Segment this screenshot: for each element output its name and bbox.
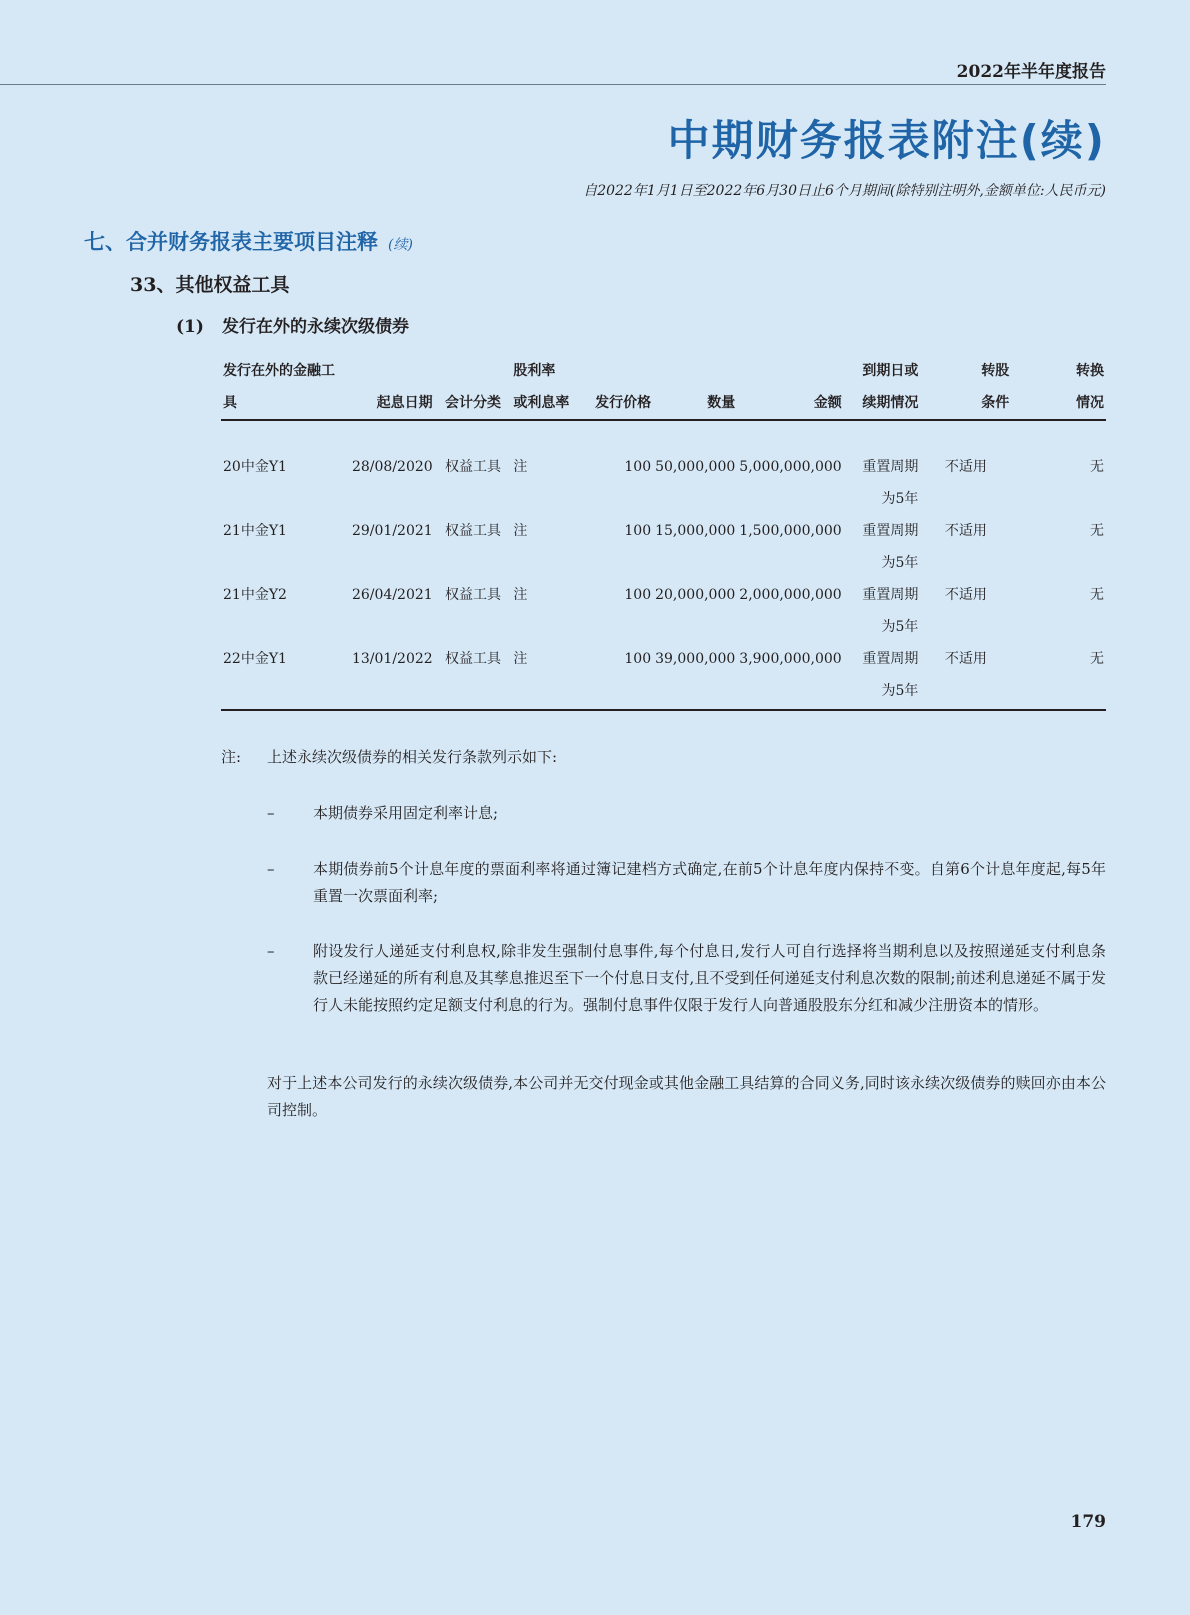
- cell-start-date: 29/01/2021: [351, 523, 433, 539]
- cell-start-date: 13/01/2022: [350, 643, 435, 710]
- cell-rate: 注: [513, 459, 528, 475]
- header-divider: [0, 84, 1106, 85]
- item-heading: [176, 312, 409, 337]
- cell-amount: 2,000,000,000: [739, 587, 842, 603]
- header-exchange: 转换 情况: [1011, 355, 1106, 420]
- cell-maturity: 重置周期 为5年: [862, 523, 919, 571]
- cell-exchange: 无: [1011, 643, 1106, 710]
- cell-instrument: 20中金Y1: [223, 459, 287, 475]
- cell-price: 100: [583, 643, 653, 710]
- cell-instrument: 22中金Y1: [221, 643, 350, 710]
- header-classification: 会计分类: [435, 355, 512, 420]
- cell-conversion: 不适用: [944, 587, 987, 603]
- cell-quantity: 50,000,000: [655, 459, 736, 475]
- cell-quantity: 39,000,000: [653, 643, 737, 710]
- bond-table: [221, 355, 1106, 711]
- section-heading: [84, 226, 413, 256]
- cell-quantity: 20,000,000: [655, 587, 736, 603]
- cell-start-date: 28/08/2020: [351, 459, 433, 475]
- cell-classification: 权益工具: [435, 643, 512, 710]
- cell-classification: 权益工具: [445, 587, 502, 603]
- cell-conversion: 不适用: [944, 459, 987, 475]
- report-title: 2022年半年度报告: [956, 62, 1106, 82]
- cell-maturity: 重置周期 为5年: [862, 587, 919, 635]
- table-row: [221, 579, 1106, 643]
- note-intro: 上述永续次级债券的相关发行条款列示如下:: [267, 748, 558, 766]
- table-row: [221, 515, 1106, 579]
- note-bullet-text: 附设发行人递延支付利息权,除非发生强制付息事件,每个付息日,发行人可自行选择将当期利息以及按照递延支付利息条款已经递延的所有利息及其孳息推迟至下一个付息日支付,且不受到任何递延支付利息次数的限制;前述利息递延不属于发行人未能按照约定足额支付利息的行为。强制付息事件仅限于发行人向普通股股东分红和减少注册资本的情形。: [313, 942, 1106, 1014]
- cell-price: 100: [624, 459, 652, 475]
- note-bullet-text: 本期债券前5个计息年度的票面利率将通过簿记建档方式确定,在前5个计息年度内保持不变。自第6个计息年度起,每5年重置一次票面利率;: [313, 860, 1106, 905]
- cell-conversion: 不适用: [944, 523, 987, 539]
- cell-rate: 注: [513, 587, 528, 603]
- continued-label: (续): [388, 237, 413, 253]
- closing-paragraph: 对于上述本公司发行的永续次级债券,本公司并无交付现金或其他金融工具结算的合同义务,同时该永续次级债券的赎回亦由本公司控制。: [267, 1074, 1106, 1119]
- period-note: 自2022年1月1日至2022年6月30日止6个月期间(除特别注明外,金额单位:人民币元): [583, 183, 1106, 199]
- header-price: 发行价格: [583, 355, 653, 420]
- cell-exchange: 无: [1090, 523, 1104, 539]
- cell-amount: 1,500,000,000: [739, 523, 842, 539]
- table-header-row: [221, 355, 1106, 420]
- cell-price: 100: [624, 587, 652, 603]
- section-heading-text: 七、合并财务报表主要项目注释: [84, 230, 378, 254]
- note-bullet-text: 本期债券采用固定利率计息;: [313, 804, 499, 822]
- page-number: 179: [1070, 1512, 1106, 1532]
- item-number: (1): [176, 317, 204, 337]
- cell-exchange: 无: [1090, 459, 1104, 475]
- cell-price: 100: [624, 523, 652, 539]
- cell-instrument: 21中金Y2: [223, 587, 287, 603]
- header-maturity: 到期日或 续期情况: [844, 355, 921, 420]
- cell-maturity: 重置周期 为5年: [862, 459, 919, 507]
- page-title: 中期财务报表附注(续): [667, 116, 1106, 165]
- cell-start-date: 26/04/2021: [351, 587, 433, 603]
- cell-amount: 5,000,000,000: [739, 459, 842, 475]
- cell-instrument: 21中金Y1: [223, 523, 287, 539]
- dash-marker: –: [267, 804, 275, 822]
- cell-quantity: 15,000,000: [655, 523, 736, 539]
- header-quantity: 数量: [653, 355, 737, 420]
- cell-amount: 3,900,000,000: [737, 643, 843, 710]
- header-instrument: 发行在外的金融工具: [221, 355, 350, 420]
- note-label: 注:: [221, 748, 242, 766]
- cell-conversion: 不适用: [920, 643, 1011, 710]
- header-amount: 金额: [737, 355, 843, 420]
- dash-marker: –: [267, 860, 275, 878]
- cell-rate: 注: [513, 523, 528, 539]
- header-rate: 股利率 或利息率: [511, 355, 583, 420]
- cell-classification: 权益工具: [445, 459, 502, 475]
- item-title: 发行在外的永续次级债券: [222, 317, 409, 337]
- header-start-date: 起息日期: [350, 355, 435, 420]
- subsection-heading: 33、其他权益工具: [130, 274, 290, 296]
- table-row: [221, 451, 1106, 515]
- table-row: [221, 643, 1106, 710]
- cell-maturity: 重置周期 为5年: [844, 643, 921, 710]
- cell-classification: 权益工具: [445, 523, 502, 539]
- dash-marker: –: [267, 942, 275, 960]
- cell-exchange: 无: [1090, 587, 1104, 603]
- header-conversion: 转股 条件: [920, 355, 1011, 420]
- cell-rate: 注: [511, 643, 583, 710]
